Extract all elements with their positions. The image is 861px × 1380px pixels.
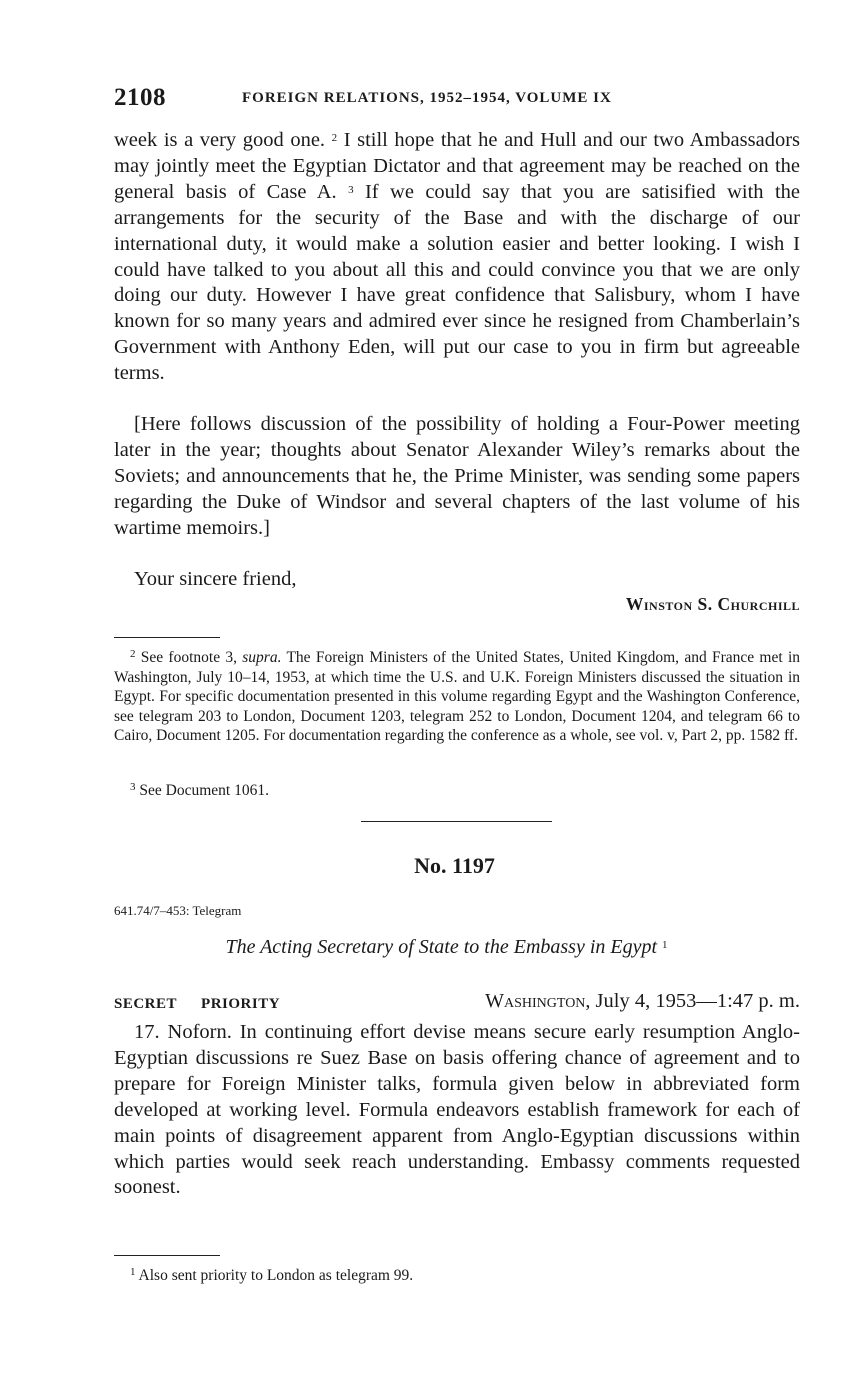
series-title: FOREIGN RELATIONS, 1952–1954, VOLUME IX	[242, 90, 612, 106]
footnote-3-text: See Document 1061.	[139, 782, 269, 799]
footnote-ref-2: 2	[331, 132, 338, 144]
letter-signature: Winston S. Churchill	[625, 594, 800, 614]
letter-text-1c: If we could say that you are satisified with the arrangements for the security of the Base and with the discharge of our international duty, it would make a solution easier and better looking. I wish I could have talked to you about all this and could convince you that we are only doing our duty. However I have great confidence that Salisbury, whom I have known for so many years and admired ever since he resigned from Chamberlain’s Government with Anthony Eden, will put our case to you in firm but agreeable terms.	[114, 180, 801, 385]
footnote-divider	[114, 637, 220, 638]
document-title-text: The Acting Secretary of State to the Embassy in Egypt	[225, 936, 658, 958]
footnote-marker-3: 3	[130, 781, 136, 793]
footnote-2-italic: supra.	[242, 649, 282, 666]
classification-line	[114, 996, 304, 1013]
footnote-1	[114, 1266, 800, 1286]
dateline-place: Washington,	[485, 990, 591, 1012]
footnote-marker-2: 2	[130, 648, 136, 660]
footnote-marker-1: 1	[130, 1266, 136, 1278]
footnote-ref-3: 3	[348, 183, 354, 196]
running-head	[114, 84, 804, 114]
letter-text-1b: I still hope that he and Hull and our two Ambassadors may jointly meet the Egyptian Dictator and that agreement may be reached on the general basis of Case A.	[114, 129, 800, 203]
telegram-body: 17. Noforn. In continuing effort devise means secure early resumption Anglo-Egyptian discussions re Suez Base on basis offering chance of agreement and to prepare for Foreign Minister talks, formula given below in abbreviated form developed at working level. Formula endeavors establish framework for each of main points of disagreement apparent from Anglo-Egyptian discussions within which parties would seek reach understanding. Embassy comments requested soonest.	[114, 1021, 800, 1199]
document-number: No. 1197	[414, 853, 495, 878]
document-title	[0, 936, 861, 959]
letter-paragraph-1	[114, 128, 800, 387]
footnote-divider-bottom	[114, 1255, 220, 1256]
classification-secret: SECRET	[114, 996, 178, 1012]
footnote-1-text: Also sent priority to London as telegram 99.	[138, 1267, 414, 1284]
footnote-2-text-b: The Foreign Ministers of the United States, United Kingdom, and France met in Washington, July 10–14, 1953, at which time the U.S. and U.K. Foreign Ministers discussed the situation in Egypt. For specific documentation presented in this volume regarding Egypt and the Washington Conference, see telegram 203 to London, Document 1203, telegram 252 to London, Document 1204, and telegram 66 to Cairo, Document 1205. For documentation regarding the conference as a whole, see vol. v, Part 2, pp. 1582 ff.	[114, 649, 800, 744]
footnote-2-text-a: See footnote 3,	[140, 649, 243, 666]
dateline	[485, 990, 800, 1013]
file-reference: 641.74/7–453: Telegram	[114, 903, 242, 918]
classification-priority: PRIORITY	[201, 996, 281, 1012]
section-divider	[361, 821, 552, 822]
footnote-ref-1: 1	[662, 939, 668, 951]
page-number: 2108	[114, 84, 166, 111]
footnote-2	[114, 648, 800, 746]
footnote-3	[114, 781, 800, 801]
dateline-date: July 4, 1953—1:47 p. m.	[590, 990, 800, 1012]
letter-closing: Your sincere friend,	[134, 568, 297, 590]
letter-text-1a: week is a very good one.	[114, 129, 326, 151]
letter-paragraph-2: [Here follows discussion of the possibility of holding a Four-Power meeting later in the year; thoughts about Senator Alexander Wiley’s remarks about the Soviets; and announcements that he, the Prime Minister, was sending some papers regarding the Duke of Windsor and several chapters of the last volume of his wartime memoirs.]	[114, 413, 800, 539]
